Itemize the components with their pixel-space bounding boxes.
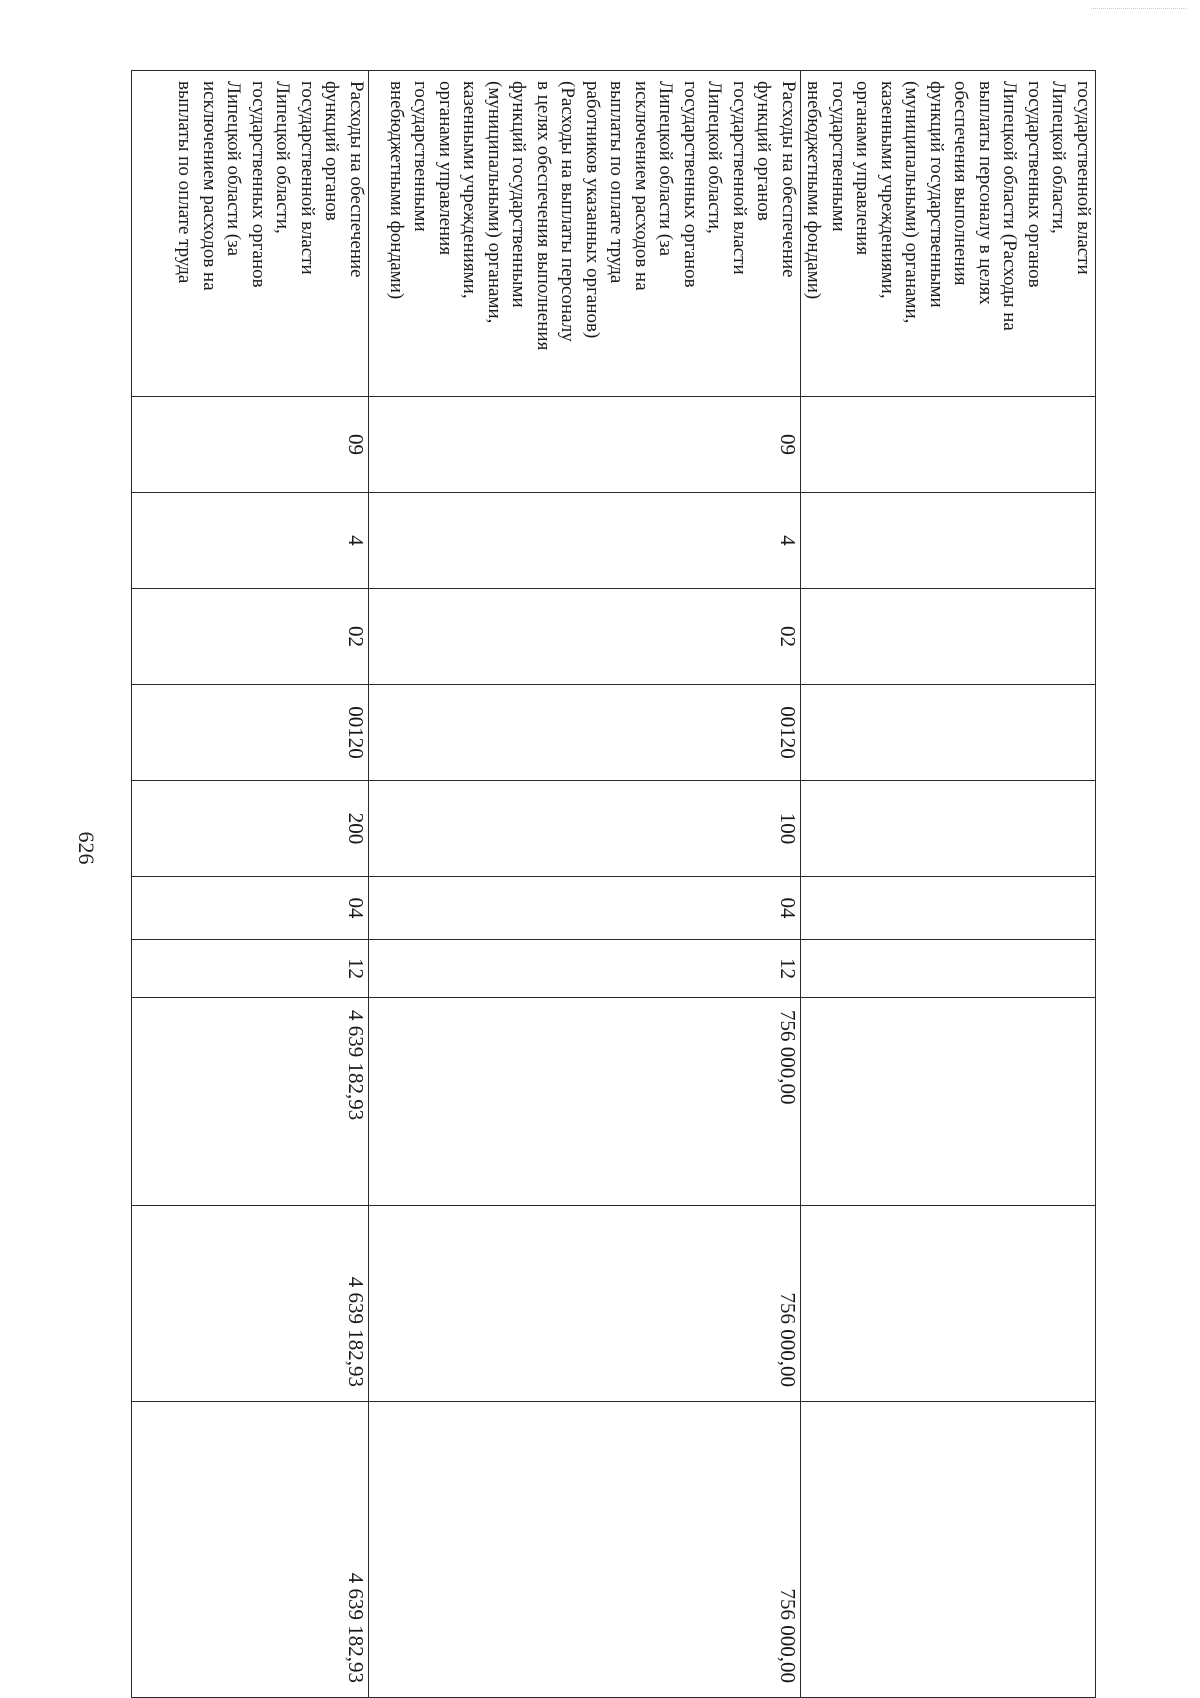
cell-program-code: 4 xyxy=(132,493,369,589)
cell-section: 04 xyxy=(369,877,801,940)
cell-amount-2: 756 000,00 xyxy=(369,1206,801,1402)
description-line: государственных органов xyxy=(680,81,701,288)
cell-expense-type: 200 xyxy=(132,781,369,877)
description-line: функций органов xyxy=(753,81,775,221)
cell-amount-1: 4 639 182,93 xyxy=(132,998,369,1206)
cell-ministry-code xyxy=(801,397,1096,493)
description-line: выплаты по оплате труда xyxy=(606,81,628,284)
description-line: внебюджетными фондами) xyxy=(803,81,825,300)
cell-subsection: 12 xyxy=(132,940,369,998)
cell-direction-code xyxy=(801,685,1096,781)
description-line: внебюджетными фондами) xyxy=(386,81,407,300)
description-line: казенными учреждениями, xyxy=(459,81,481,299)
description-line: функций органов xyxy=(321,81,343,221)
cell-subprogram-code xyxy=(801,589,1096,685)
description-line: функций государственными xyxy=(508,81,530,308)
description-line: работников указанных органов) xyxy=(582,81,603,339)
description-line: Липецкой области (за xyxy=(655,81,677,257)
description-line: Липецкой области, xyxy=(704,81,726,234)
description-line: государственными xyxy=(828,81,849,232)
cell-program-code: 4 xyxy=(369,493,801,589)
description-line: Липецкой области (за xyxy=(223,81,245,257)
cell-program-code xyxy=(801,493,1096,589)
cell-subprogram-code: 02 xyxy=(369,589,801,685)
cell-subprogram-code: 02 xyxy=(132,589,369,685)
cell-amount-2: 4 639 182,93 xyxy=(132,1206,369,1402)
row-description xyxy=(801,71,1096,397)
row-description xyxy=(132,71,369,397)
description-line: государственной власти xyxy=(729,81,750,275)
description-line: (Расходы на выплаты персоналу xyxy=(557,81,579,342)
cell-expense-type xyxy=(801,781,1096,877)
cell-subsection xyxy=(801,940,1096,998)
cell-amount-1 xyxy=(801,998,1096,1206)
description-line: государственной власти xyxy=(297,81,318,275)
table-row xyxy=(801,71,1096,1698)
description-line: органами управления xyxy=(435,81,456,256)
description-line: Липецкой области (Расходы на xyxy=(999,81,1021,331)
cell-ministry-code: 09 xyxy=(369,397,801,493)
cell-direction-code: 00120 xyxy=(132,685,369,781)
description-line: государственной власти xyxy=(1073,81,1094,275)
description-line: Расходы на обеспечение xyxy=(778,81,799,278)
description-line: государственных органов xyxy=(248,81,269,288)
description-line: Расходы на обеспечение xyxy=(346,81,367,278)
description-line: исключением расходов на xyxy=(199,81,220,291)
description-line: казенными учреждениями, xyxy=(877,81,898,299)
description-line: выплаты по оплате труда xyxy=(174,81,196,284)
description-line: органами управления xyxy=(852,81,874,256)
table-row xyxy=(132,71,369,1698)
cell-amount-3: 756 000,00 xyxy=(369,1402,801,1698)
description-line: выплаты персоналу в целях xyxy=(975,81,996,305)
description-line: Липецкой области, xyxy=(1048,81,1070,234)
cell-expense-type: 100 xyxy=(369,781,801,877)
cell-direction-code: 00120 xyxy=(369,685,801,781)
page-number: 626 xyxy=(74,831,99,865)
description-line: исключением расходов на xyxy=(631,81,652,291)
row-description xyxy=(369,71,801,397)
rotated-table-wrapper xyxy=(140,70,1096,1697)
cell-amount-3 xyxy=(801,1402,1096,1698)
cell-amount-1: 756 000,00 xyxy=(369,998,801,1206)
cell-amount-3: 4 639 182,93 xyxy=(132,1402,369,1698)
description-line: государственными xyxy=(410,81,432,232)
table-row xyxy=(369,71,801,1698)
description-line: Липецкой области, xyxy=(272,81,294,234)
description-line: государственных органов xyxy=(1024,81,1045,288)
cell-amount-2 xyxy=(801,1206,1096,1402)
cell-section: 04 xyxy=(132,877,369,940)
description-line: обеспечения выполнения xyxy=(950,81,972,286)
cell-subsection: 12 xyxy=(369,940,801,998)
description-line: (муниципальными) органами, xyxy=(484,81,505,324)
cell-section xyxy=(801,877,1096,940)
cell-ministry-code: 09 xyxy=(132,397,369,493)
description-line: в целях обеспечения выполнения xyxy=(533,81,554,351)
description-line: функций государственными xyxy=(926,81,947,308)
description-line: (муниципальными) органами, xyxy=(901,81,923,324)
budget-table xyxy=(131,70,1096,1698)
